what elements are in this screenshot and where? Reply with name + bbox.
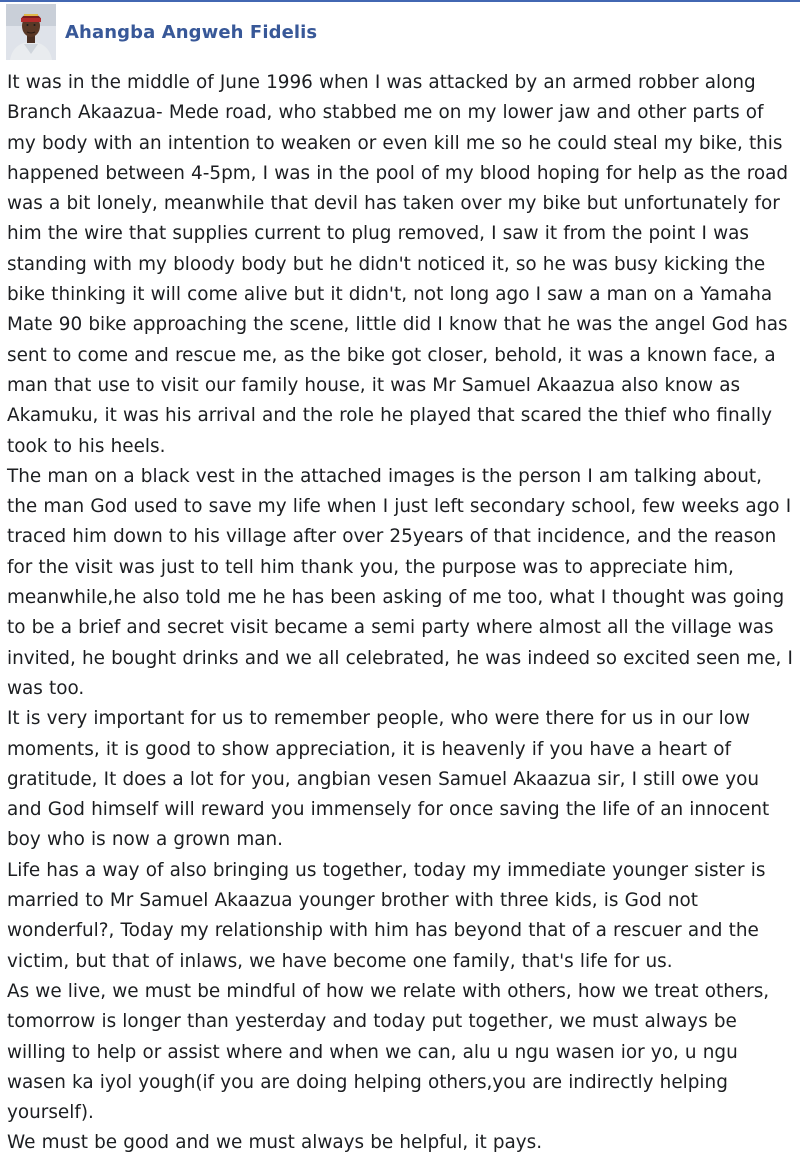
- author-name-link[interactable]: Ahangba Angweh Fidelis: [65, 22, 318, 43]
- post-paragraph-1: It was in the middle of June 1996 when I was attacked by an armed robber along Branch Akaazua- Mede road, who stabbed me on my lower jaw and other parts of my body with an intention to weaken or even kill me so he could steal my bike, this happened between 4-5pm, I was in the pool of my blood hoping for help as the road was a bit lonely, meanwhile that devil has taken over my bike but unfortunately for him the wire that supplies current to plug removed, I saw it from the point I was standing with my bloody body but he didn't noticed it, so he was busy kicking the bike thinking it will come alive but it didn't, not long ago I saw a man on a Yamaha Mate 90 bike approaching the scene, little did I know that he was the angel God has sent to come and rescue me, as the bike got closer, behold, it was a known face, a man that use to visit our family house, it was Mr Samuel Akaazua also know as Akamuku, it was his arrival and the role he played that scared the thief who finally took to his heels.: [7, 72, 789, 457]
- post-paragraph-4: Life has a way of also bringing us together, today my immediate younger sister is married to Mr Samuel Akaazua younger brother with three kids, is God not wonderful?, Today my relationship with him has beyond that of a rescuer and the victim, but that of inlaws, we have become one family, that's life for us.: [7, 859, 766, 972]
- post-paragraph-5: As we live, we must be mindful of how we relate with others, how we treat others, tomorrow is longer than yesterday and today put together, we must always be willing to help or assist where and when we can, alu u ngu wasen ior yo, u ngu wasen ka iyol yough(if you are doing helping others,you are indirectly helping yourself).: [7, 980, 770, 1124]
- author-avatar[interactable]: [6, 4, 56, 60]
- post-paragraph-6: We must be good and we must always be helpful, it pays.: [7, 1132, 543, 1154]
- post-text: [7, 68, 795, 1159]
- post-header: [0, 2, 800, 64]
- post-paragraph-2: The man on a black vest in the attached images is the person I am talking about, the man God used to save my life when I just left secondary school, few weeks ago I traced him down to his village after over 25years of that incidence, and the reason for the visit was just to tell him thank you, the purpose was to appreciate him, meanwhile,he also told me he has been asking of me too, what I thought was going to be a brief and secret visit became a semi party where almost all the village was invited, he bought drinks and we all celebrated, he was indeed so excited seen me, I was too.: [7, 465, 793, 699]
- post-paragraph-3: It is very important for us to remember people, who were there for us in our low moments, it is good to show appreciation, it is heavenly if you have a heart of gratitude, It does a lot for you, angbian vesen Samuel Akaazua sir, I still owe you and God himself will reward you immensely for once saving the life of an innocent boy who is now a grown man.: [7, 708, 770, 851]
- profile-photo-icon: [6, 4, 56, 60]
